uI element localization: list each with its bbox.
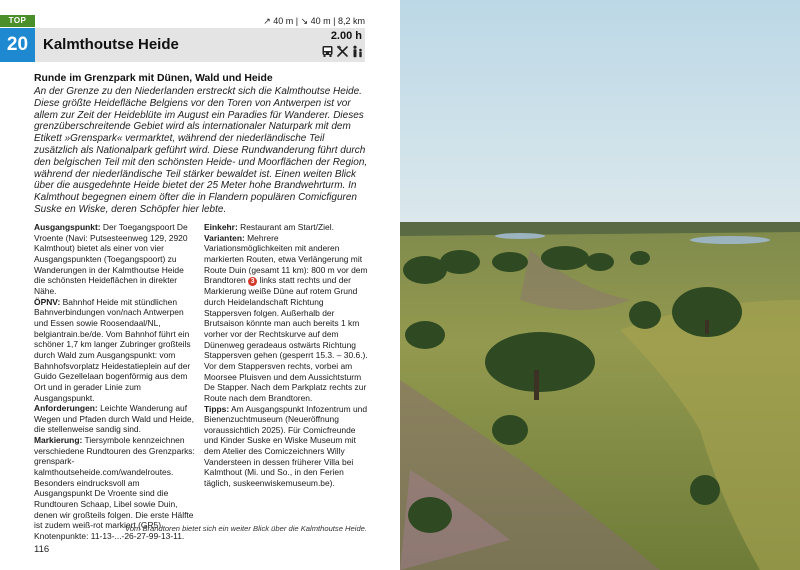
transit-text: Bahnhof Heide mit stündlichen Bahnverbindungen von/nach Antwerpen und Essen sowie Roosendaal/NL, belgiantrain.be/de. Vom Bahnhof führt ein schöner 1,7 km langer Zubringer großteils durch Wald zum Ausgangspunkt: vom Bahnhofsvorplatz Heidestatiеplein auf der Guido Gezellelaan bogenförmig aus dem Ort und in gerader Linie zum Ausgangspunkt.: [34, 296, 191, 403]
variants-label: Varianten:: [204, 232, 245, 243]
info-column-right: [204, 222, 368, 489]
requirements-info: [34, 403, 196, 435]
food-info: [204, 222, 368, 233]
heathland-landscape-image: [400, 0, 800, 570]
marking-label: Markierung:: [34, 435, 83, 446]
start-info: [34, 222, 196, 297]
variants-info: [204, 233, 368, 404]
requirements-label: Anforderungen:: [34, 403, 98, 414]
route-duration: 2.00 h: [330, 30, 362, 42]
route-stats: ↗ 40 m | ↘ 40 m | 8,2 km: [263, 16, 365, 26]
family-icon: [351, 45, 364, 58]
bus-icon: [321, 45, 334, 58]
heathland-photo: [400, 0, 800, 570]
intro-paragraph: An der Grenze zu den Niederlanden erstreckt sich die Kalmthoutse Heide. Diese größte Heidefläche Belgiens vor den Toren von Antwerpen ist vor allem zur Zeit der Heideblüte im August ein Paradies für Wanderer. Dieses grenzüberschreitende Gebiet wird als internationaler Naturpark mit dem Etikett »Grenspark« vermarktet, während der niederländische Teil zusätzlich als Nationalpark geführt wird. Diese Rundwanderung führt durch den belgischen Teil mit den schönsten Heide- und Moorflächen der Region, während der niederländische Teil stärker bewaldet ist. Einen weiten Blick über die ausgedehnte Heide bietet der 25 Meter hohe Brandwehrturm. In Kalmthout begegnen einem öfter die in Flandern populären Comicfiguren Suske en Wiske, deren Schöpfer hier lebte.: [34, 86, 368, 215]
transit-info: [34, 297, 196, 404]
photo-caption: Vom Brandtoren bietet sich ein weiter Blick über die Kalmthoutse Heide.: [125, 524, 367, 533]
requirements-text: Leichte Wanderung auf Wegen und Pfaden durch Wald und Heide, die stellenweise sandig sind.: [34, 403, 194, 435]
route-icons: [318, 45, 364, 58]
transit-label: ÖPNV:: [34, 296, 61, 307]
start-label: Ausgangspunkt:: [34, 222, 101, 232]
restaurant-icon: [336, 45, 349, 58]
page-number: 116: [34, 544, 50, 555]
tips-info: [204, 404, 368, 489]
waypoint-marker: 3: [248, 277, 257, 286]
tips-text: Am Ausgangspunkt Infozentrum und Bienenzuchtmuseum (Neueröffnung voraussichtlich 2025). Für Comicfreunde und Kinder Suske en Wiske Museum mit dem Atelier des Comiczeichners Willy Vandersteen in dessen früherer Villa bei Kalmthout (Mi. und So., in den Ferien täglich, suskeenwiskemuseum.be).: [204, 403, 368, 489]
section-subtitle: Runde im Grenzpark mit Dünen, Wald und Heide: [34, 73, 273, 84]
page-title: Kalmthoutse Heide: [43, 36, 179, 53]
tour-number-badge: 20: [0, 28, 35, 62]
variants-text-1: Mehrere Variationsmöglichkeiten mit anderen markierten Routen, etwa Verlängerung mit Route Duin (gesamt 11 km): 800 m vor dem Brandtoren: [204, 232, 368, 286]
info-column-left: [34, 222, 196, 542]
food-text: Restaurant am Start/Ziel.: [240, 222, 334, 232]
marking-text: Tiersymbole kennzeichnen verschiedene Rundtouren des Grenzparks: grenspark-kalmthoutseheide.com/wandelroutes. Besonders eindrucksvoll am Ausgangspunkt De Vroente sind die Rundtouren Schaap, Libel sowie Duin, denen wir großteils folgen. Die erste Hälfte ist zudem weiß-rot markiert (GR5). Knotenpunkte: 11-13-...-26-27-99-13-11.: [34, 435, 195, 542]
food-label: Einkehr:: [204, 222, 238, 232]
variants-text-2: links statt rechts und der Markierung weiße Düne auf rotem Grund durch Heidelandschaft Richtung Stappersven folgen. Außerhalb der Brutsaison könnte man auch bereits 1 km vorher vor der Rechtskurve auf dem Dünenweg geradeaus ostwärts Richtung Stappersven gehen (gesperrt 15.3. – 30.6.). Vor dem Stappersven rechts, vorbei am Moorsee Pluisven und dem Aussichtsturm De Stapper. Nach dem Parkplatz rechts zur Route nach dem Brandtoren.: [204, 275, 368, 403]
top-tab-label: TOP: [0, 15, 35, 27]
tips-label: Tipps:: [204, 403, 230, 414]
start-text: Der Toegangspoort De Vroente (Navi: Putsesteenweg 129, 2920 Kalmthout) bietet als einer von vier Ausgangspunkten (Toegangspoort) zu Wanderungen in der Kalmthoutse Heide die schönsten Heideflächen in direkter Nähe.: [34, 222, 188, 296]
